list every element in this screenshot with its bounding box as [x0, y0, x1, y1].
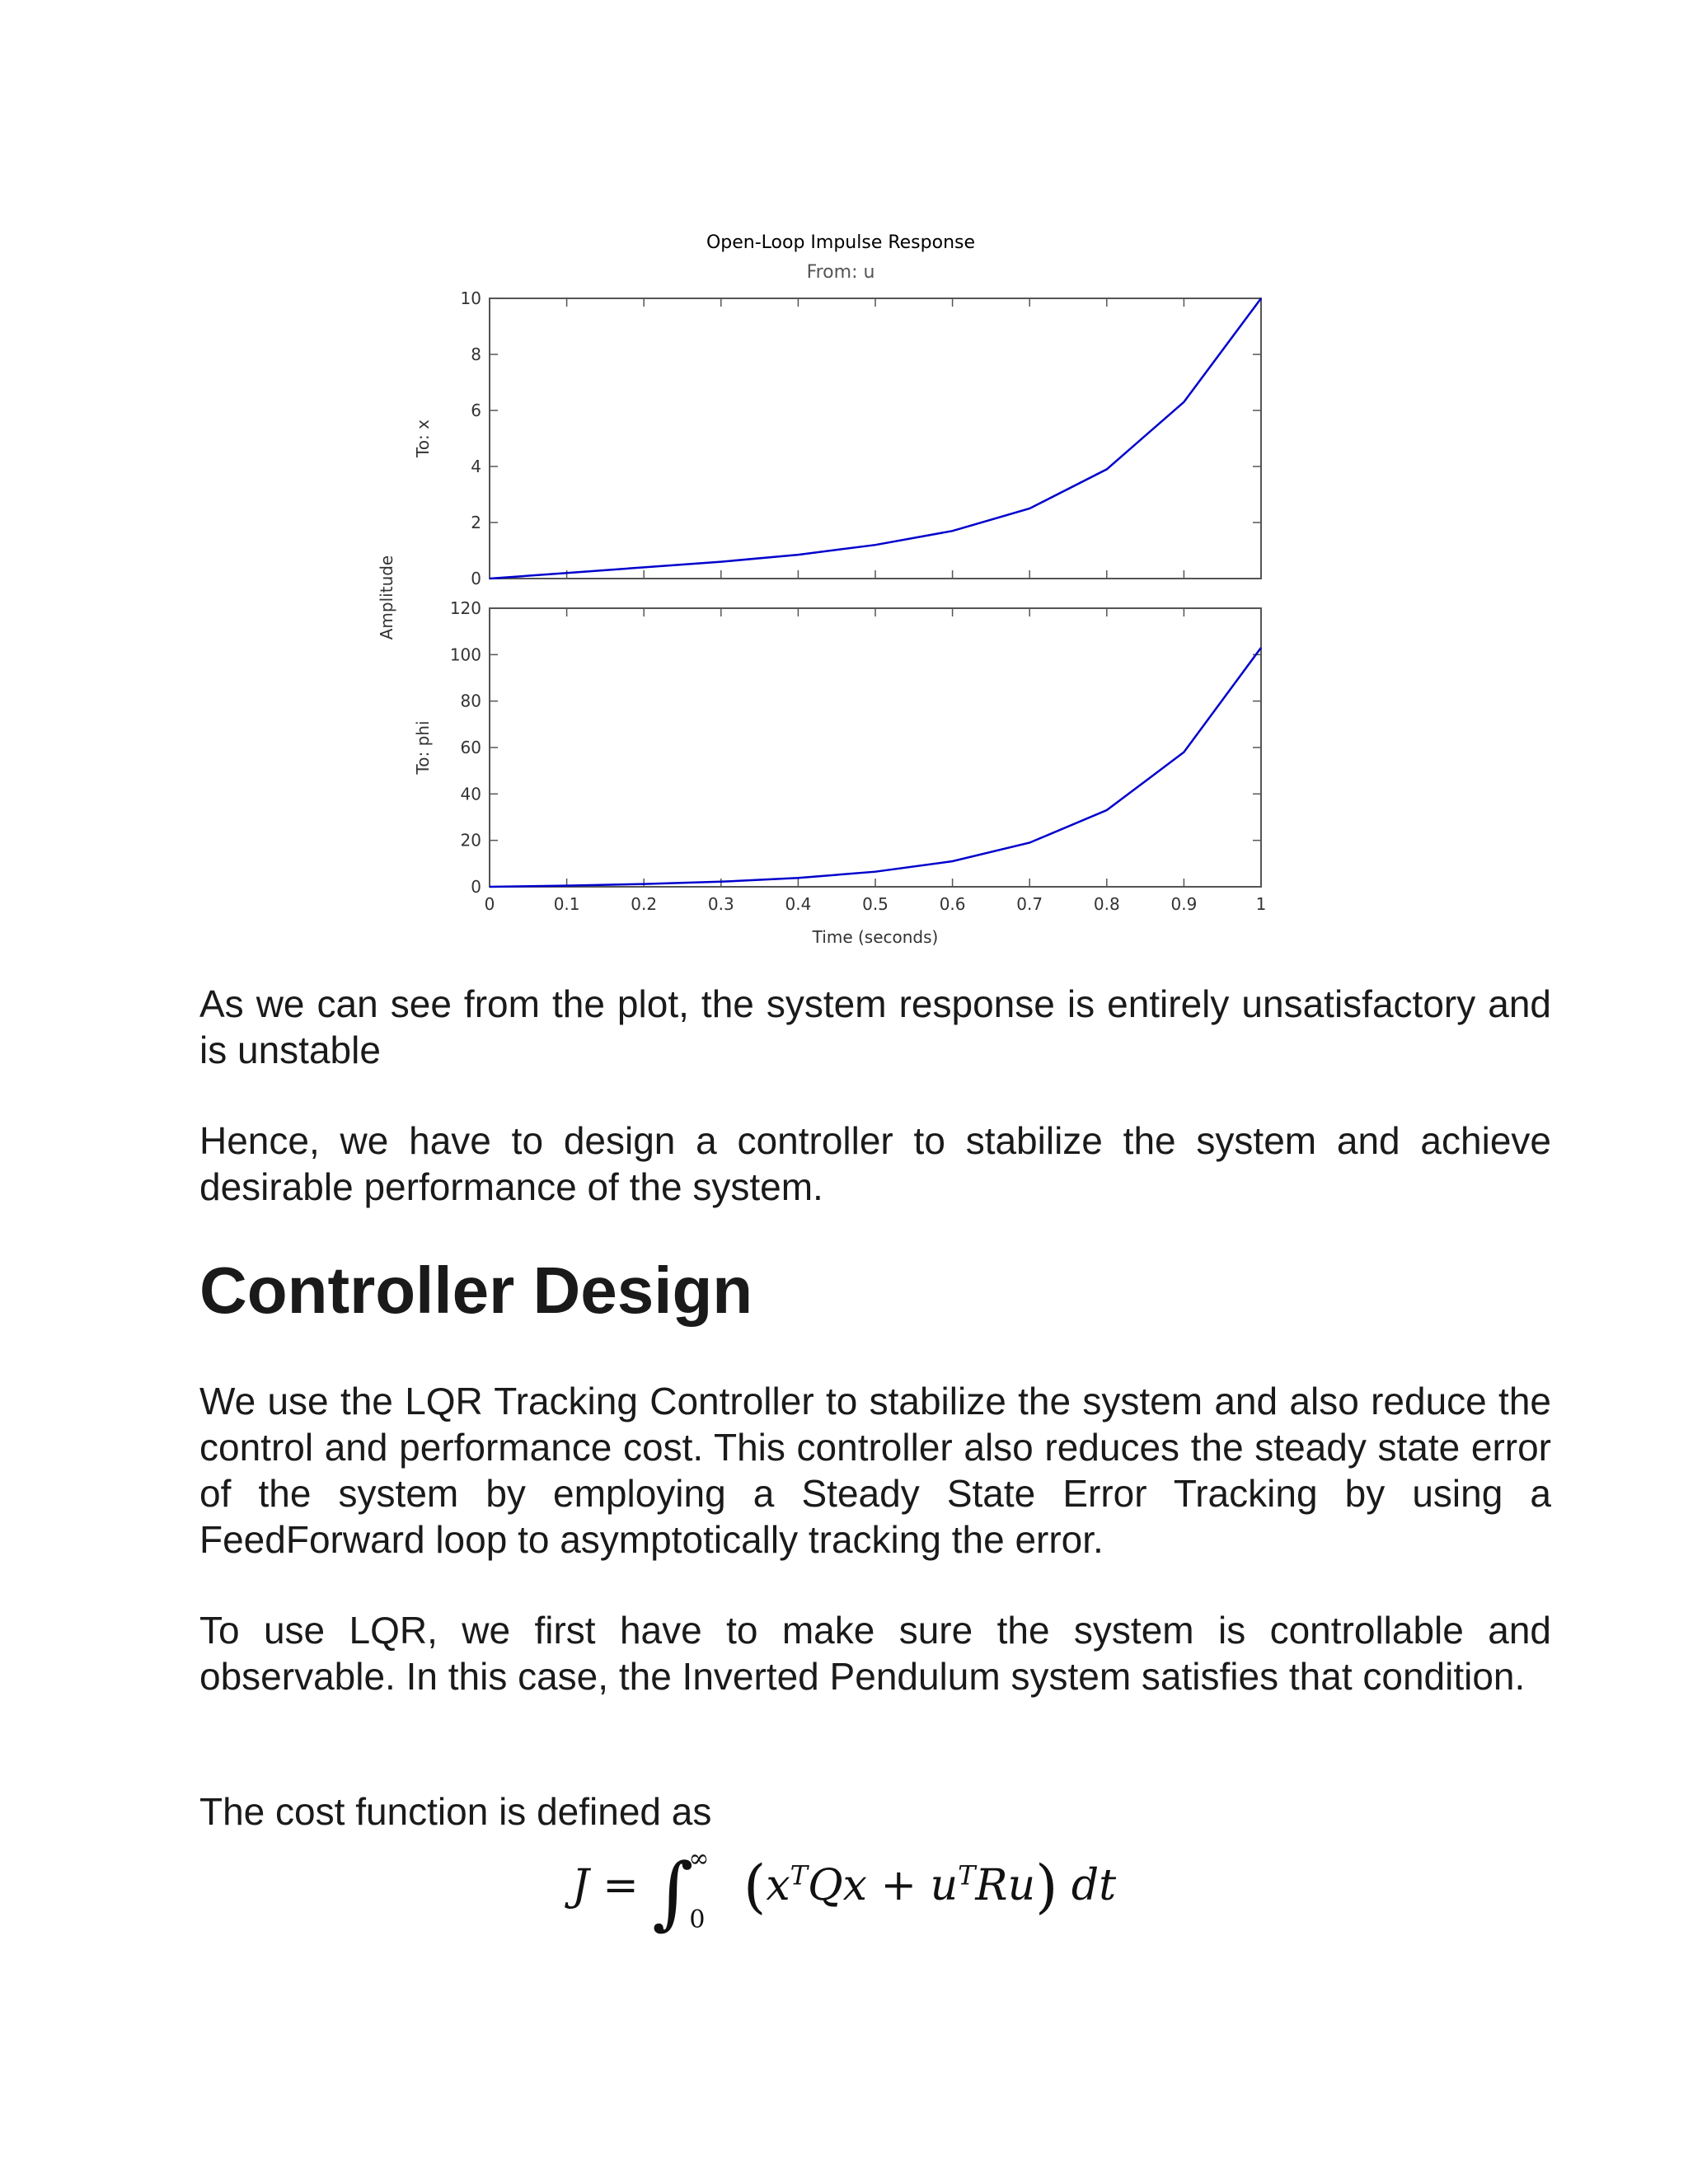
- shared-y-axis-label: Amplitude: [377, 555, 396, 640]
- y-tick-label: 0: [471, 877, 481, 897]
- equation-superscript: T: [958, 1859, 976, 1891]
- y-tick-label: 20: [460, 830, 481, 851]
- left-paren: (: [743, 1853, 767, 1920]
- impulse-response-figure: [363, 223, 1319, 964]
- paragraph-design-need: [199, 1118, 1551, 1210]
- x-tick-label: 0.5: [862, 894, 889, 914]
- paragraph-lqr-intro: [199, 1378, 1551, 1563]
- section-heading: Controller Design: [199, 1254, 753, 1327]
- chart-subtitle: From: u: [806, 262, 875, 283]
- y-axis-label: To: phi: [413, 720, 433, 775]
- y-tick-label: 60: [460, 738, 481, 757]
- equation-superscript: T: [790, 1859, 808, 1891]
- y-tick-label: 120: [449, 598, 481, 618]
- y-tick-label: 2: [471, 513, 481, 532]
- paragraph-text: We use the LQR Tracking Controller to stabilize the system and also reduce the control and performance cost. This controller also reduces the steady state error of the system by employing a Steady State Error Tracking by using a FeedForward loop to asymptotically tracking the error.: [199, 1380, 1551, 1561]
- x-tick-label: 0: [484, 894, 495, 914]
- x-tick-label: 0.6: [939, 894, 966, 914]
- y-tick-label: 10: [460, 288, 481, 308]
- x-tick-label: 0.7: [1016, 894, 1043, 914]
- x-tick-label: 0.9: [1170, 894, 1198, 914]
- impulse-response-plot: [363, 223, 1319, 964]
- chart-title: Open-Loop Impulse Response: [706, 232, 976, 253]
- paragraph-text: Hence, we have to design a controller to stabilize the system and achieve desirable performance of the system.: [199, 1119, 1551, 1208]
- plot-axes-box: [490, 608, 1261, 887]
- paragraph-text: To use LQR, we first have to make sure the system is controllable and observable. In this case, the Inverted Pendulum system satisfies that condition.: [199, 1609, 1551, 1698]
- integral-lower-limit: 0: [689, 1905, 706, 1934]
- y-tick-label: 0: [471, 569, 481, 588]
- y-axis-label: To: x: [413, 419, 433, 457]
- x-tick-label: 1: [1255, 894, 1267, 914]
- equation-differential: dt: [1071, 1861, 1117, 1910]
- equation-term: Ru: [975, 1861, 1036, 1910]
- y-tick-label: 6: [471, 401, 481, 420]
- x-tick-label: 0.3: [707, 894, 734, 914]
- equation-term: Qx + u: [808, 1861, 959, 1910]
- paragraph-text: As we can see from the plot, the system response is entirely unsatisfactory and is unstable: [199, 982, 1551, 1071]
- equation-lhs: J =: [571, 1861, 639, 1910]
- x-axis-label: Time (seconds): [812, 927, 939, 947]
- paragraph-plot-observation: [199, 981, 1551, 1073]
- paragraph-controllability: [199, 1607, 1551, 1699]
- y-tick-label: 8: [471, 344, 481, 364]
- paragraph-text: The cost function is defined as: [199, 1790, 712, 1833]
- x-tick-label: 0.8: [1093, 894, 1120, 914]
- y-tick-label: 80: [460, 691, 481, 711]
- integral-upper-limit: ∞: [688, 1844, 710, 1873]
- right-paren: ): [1035, 1853, 1058, 1920]
- paragraph-cost-intro: [199, 1788, 1551, 1835]
- y-tick-label: 4: [471, 457, 481, 476]
- plot-axes-box: [490, 298, 1261, 579]
- y-tick-label: 100: [449, 644, 481, 665]
- x-tick-label: 0.4: [785, 894, 812, 914]
- x-tick-label: 0.1: [553, 894, 580, 914]
- equation-term: x: [766, 1861, 790, 1910]
- x-tick-label: 0.2: [631, 894, 658, 914]
- cost-function-equation: [0, 1846, 1688, 1938]
- integral-sign: ∫: [652, 1846, 694, 1938]
- y-tick-label: 40: [460, 784, 481, 804]
